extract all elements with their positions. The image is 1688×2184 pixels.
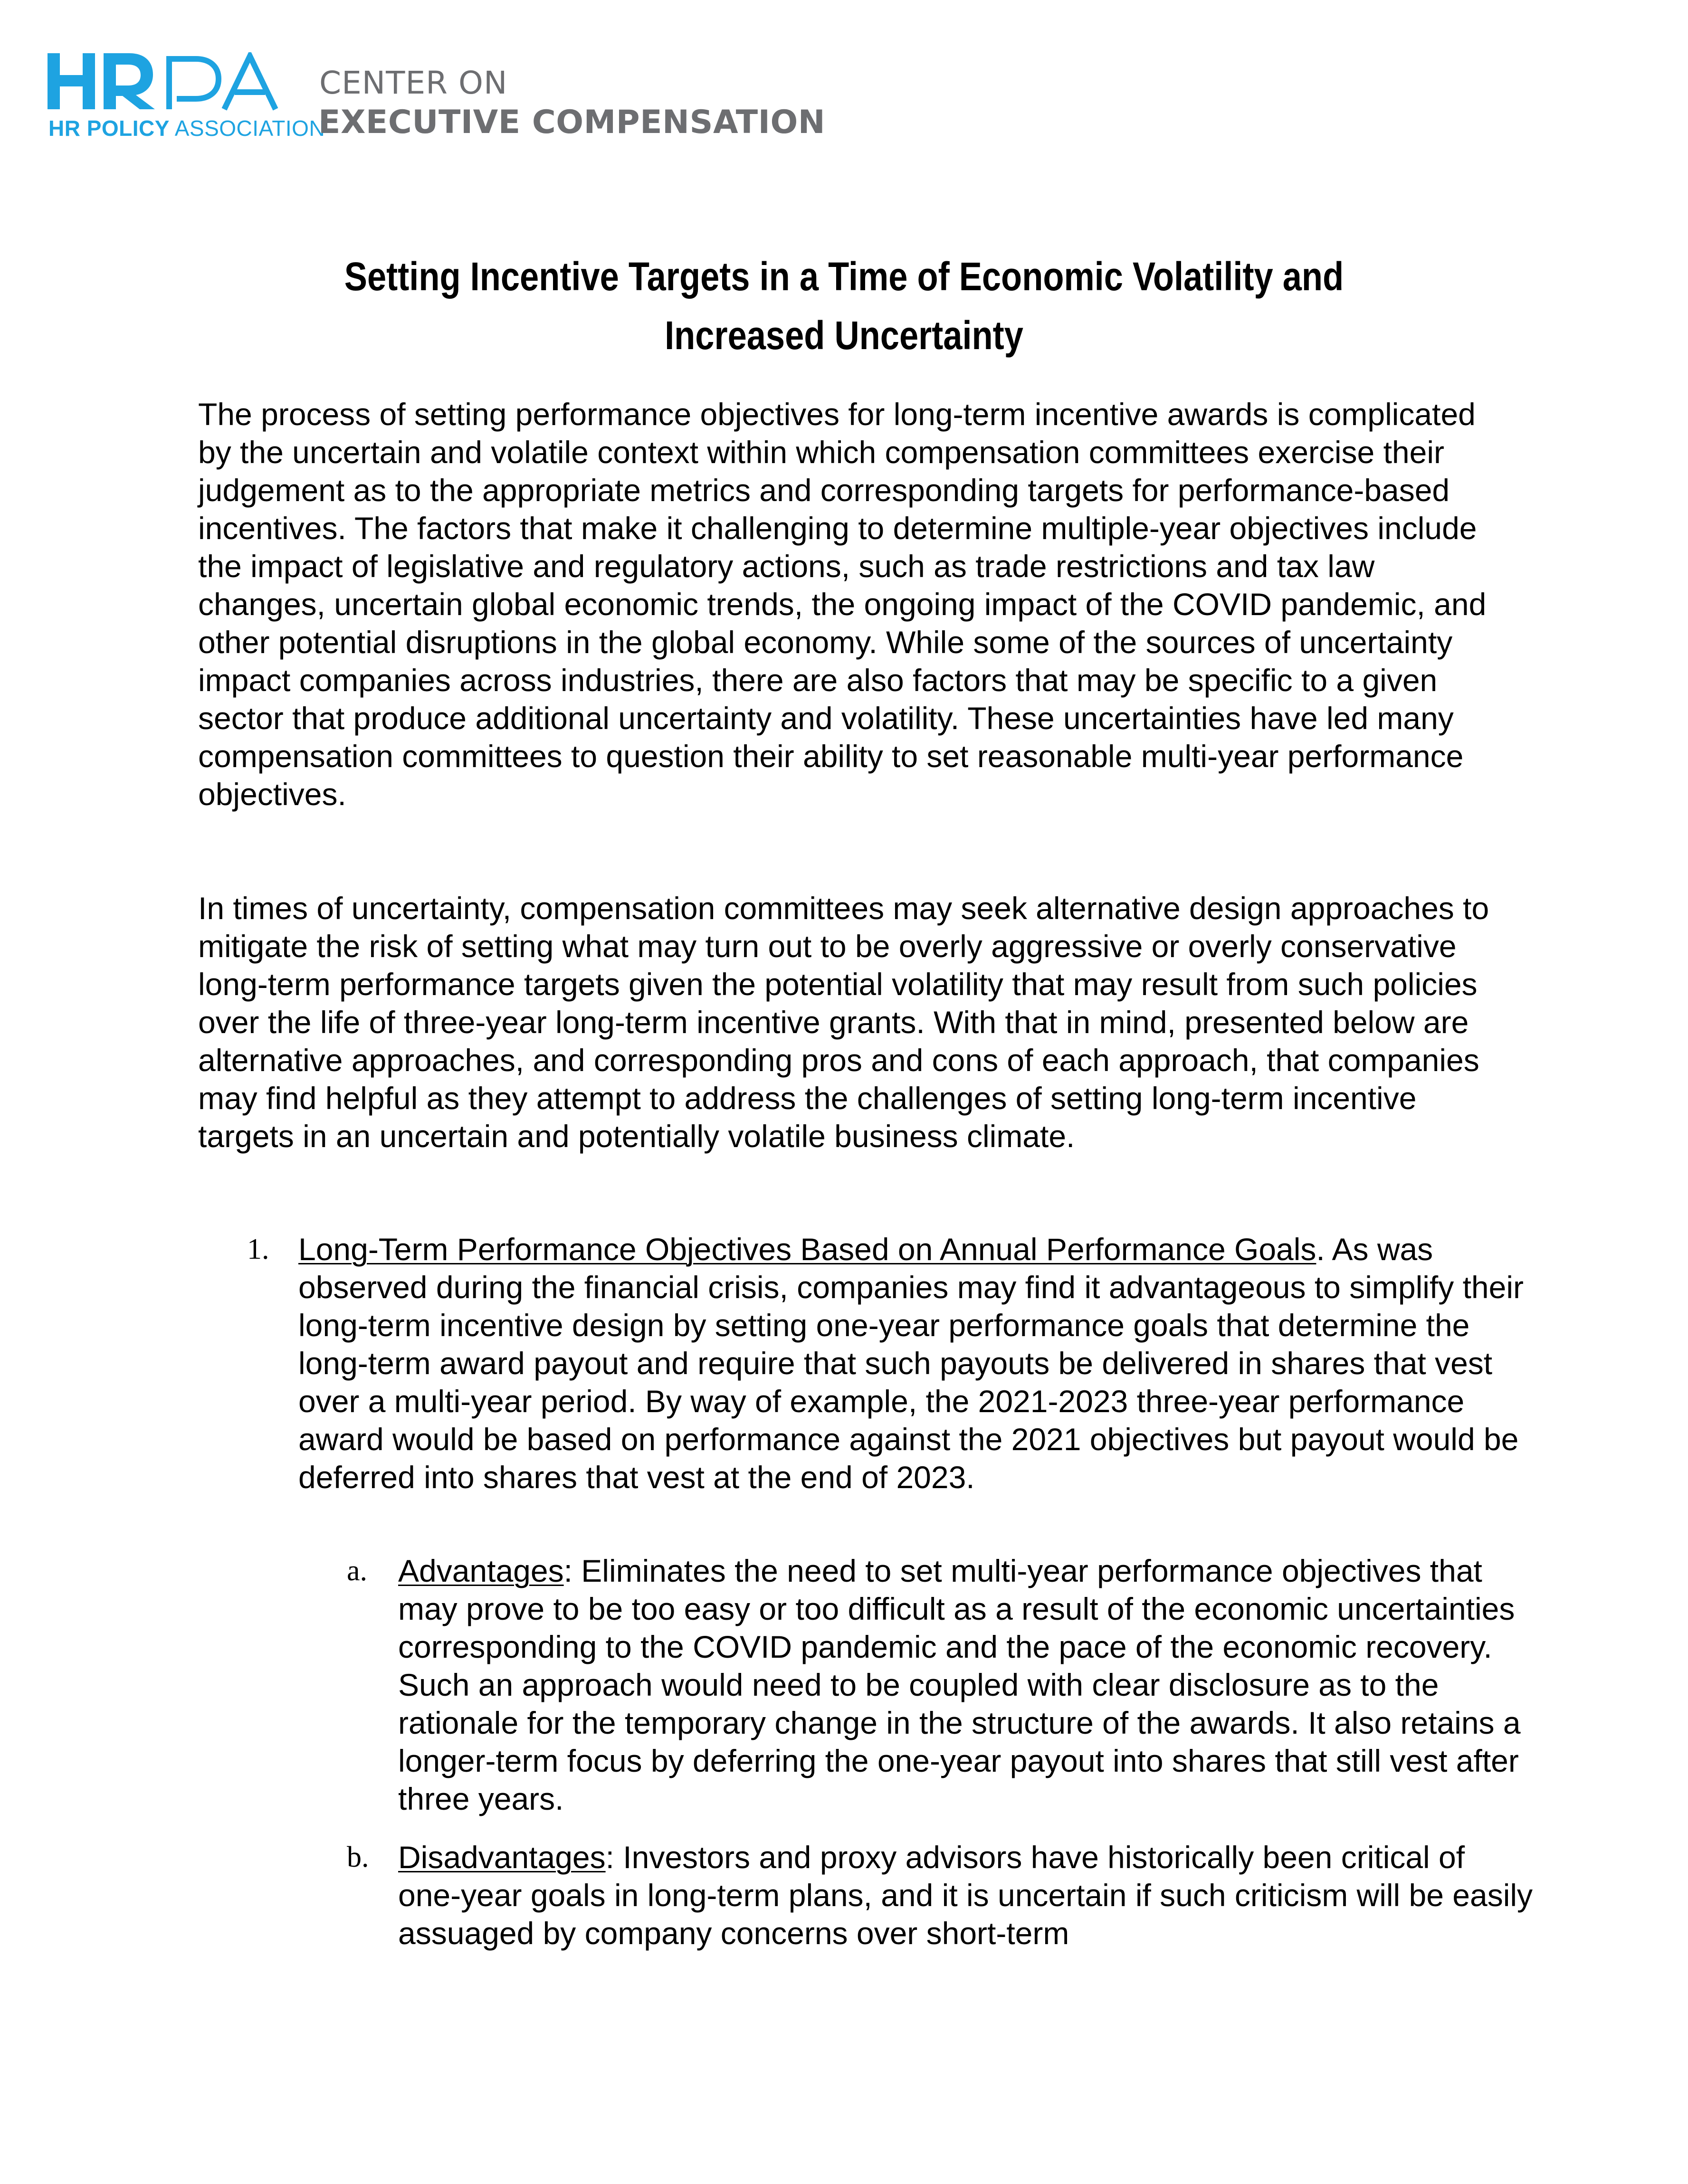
executive-compensation-text: EXECUTIVE COMPENSATION: [318, 104, 826, 141]
hrpa-logo: [48, 52, 826, 147]
list-item-1: [247, 1230, 1530, 1496]
hr-policy-association-text: HR POLICY ASSOCIATION: [48, 116, 325, 141]
paragraph-intro: The process of setting performance objectives for long-term incentive awards is complicated by the uncertain and volatile context within which compensation committees exercise their judgement as to the appropriate metrics and corresponding targets for performance-based incentives. The factors that make it challenging to determine multiple-year objectives include the impact of legislative and regulatory actions, such as trade restrictions and tax law changes, uncertain global economic trends, the ongoing impact of the COVID pandemic, and other potential disruptions in the global economy. While some of the sources of uncertainty impact companies across industries, there are also factors that may be specific to a given sector that produce additional uncertainty and volatility. These uncertainties have led many compensation committees to question their ability to set reasonable multi-year performance objectives.: [198, 397, 1487, 812]
sub-item-marker: a.: [347, 1555, 368, 1587]
sub-item-text: [398, 1838, 1535, 1952]
sub-item-body: : Eliminates the need to set multi-year performance objectives that may prove to be too easy or too difficult as a result of the economic uncertainties corresponding to the COVID pandemic and the pace of the economic recovery. Such an approach would need to be coupled with clear disclosure as to the rationale for the temporary change in the structure of the awards. It also retains a longer-term focus by deferring the one-year payout into shares that still vest after three years.: [398, 1553, 1521, 1816]
center-on-text: CENTER ON: [319, 65, 508, 101]
title-line-1: Setting Incentive Targets in a Time of Economic Volatility and: [344, 254, 1344, 299]
list-item-heading: Long-Term Performance Objectives Based on Annual Performance Goals: [298, 1232, 1316, 1267]
list-item-text: [298, 1230, 1530, 1496]
sub-item-text: [398, 1552, 1535, 1818]
sub-item-heading: Disadvantages: [398, 1840, 606, 1875]
title-line-2: Increased Uncertainty: [665, 313, 1023, 358]
sub-item-heading: Advantages: [398, 1553, 564, 1588]
document-title: [233, 247, 1456, 365]
sub-item-disadvantages: [347, 1838, 1535, 1952]
paragraph-approaches: In times of uncertainty, compensation committees may seek alternative design approaches to mitigate the risk of setting what may turn out to be overly aggressive or overly conservative long-term performance targets given the potential volatility that may result from such policies over the life of three-year long-term incentive grants. With that in mind, presented below are alternative approaches, and corresponding pros and cons of each approach, that companies may find helpful as they attempt to address the challenges of setting long-term incentive targets in an uncertain and potentially volatile business climate.: [198, 891, 1489, 1154]
hrpa-logo-mark: [48, 52, 295, 112]
sub-item-advantages: [347, 1552, 1535, 1818]
sub-item-marker: b.: [347, 1841, 369, 1873]
sub-item-body: : Investors and proxy advisors have historically been critical of one-year goals in long-term plans, and it is uncertain if such criticism will be easily assuaged by company concerns over short-term: [398, 1840, 1533, 1951]
list-item-body: . As was observed during the financial crisis, companies may find it advantageous to simplify their long-term incentive design by setting one-year performance goals that determine the long-term award payout and require that such payouts be delivered in shares that vest over a multi-year period. By way of example, the 2021-2023 three-year performance award would be based on performance against the 2021 objectives but payout would be deferred into shares that vest at the end of 2023.: [298, 1232, 1524, 1495]
list-marker: 1.: [247, 1233, 269, 1265]
